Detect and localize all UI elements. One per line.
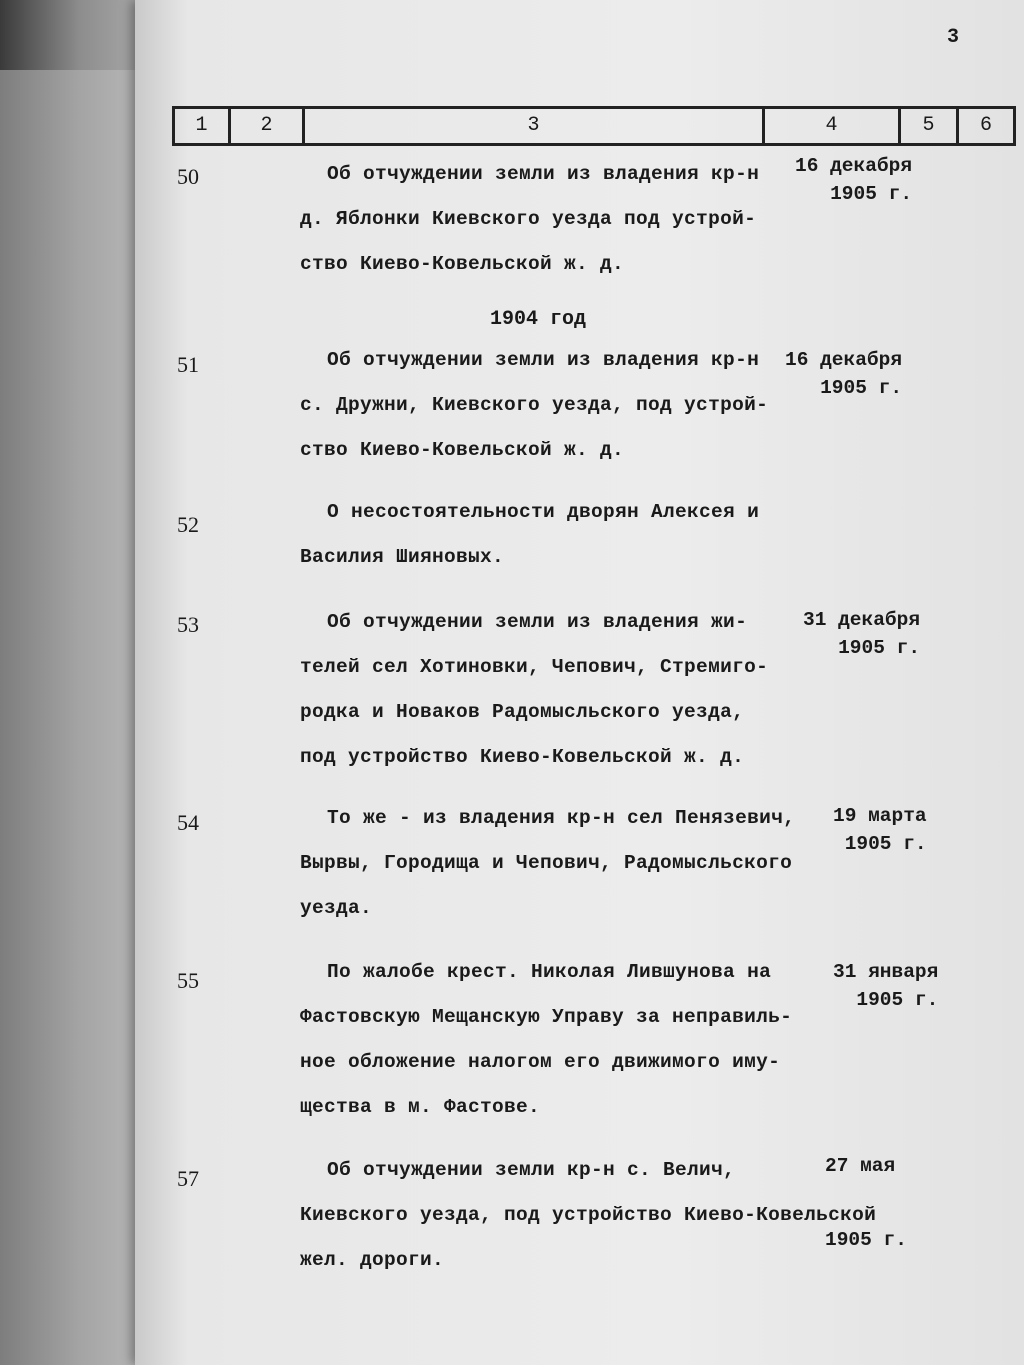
entry-line: Об отчуждении земли из владения жи- — [327, 611, 748, 633]
entry-number: 52 — [177, 512, 199, 537]
entry-text — [300, 600, 769, 780]
entry-number: 50 — [177, 164, 199, 189]
entry-number: 54 — [177, 810, 199, 835]
entry-line: Василия Шияновых. — [300, 546, 505, 568]
entry-text — [300, 950, 793, 1130]
entry-line: телей сел Хотиновки, Чепович, Стремиго- — [300, 656, 769, 678]
document-page — [135, 0, 1024, 1365]
column-header-2: 2 — [228, 109, 302, 143]
entry-date — [785, 346, 902, 402]
entry-date-day: 31 января — [833, 961, 939, 983]
entry-line: щества в м. Фастове. — [300, 1096, 541, 1118]
entry-line: Фастовскую Мещанскую Управу за неправиль- — [300, 1006, 793, 1028]
entry-date — [825, 1152, 907, 1254]
entry-number: 55 — [177, 968, 199, 993]
entry-date-day: 19 марта — [833, 805, 927, 827]
entry-date-day: 16 декабря — [795, 155, 913, 177]
entry-line: Киевского уезда, под устройство Киево-Ковельской — [300, 1204, 877, 1226]
entry-text — [300, 490, 760, 580]
entry-date — [795, 152, 912, 208]
year-heading: 1904 год — [490, 308, 587, 331]
entry-date-year: 1905 г. — [844, 833, 927, 855]
entry-date-day: 31 декабря — [803, 609, 921, 631]
entry-line: жел. дороги. — [300, 1249, 445, 1271]
entry-line: уезда. — [300, 897, 373, 919]
entry-line: Об отчуждении земли кр-н с. Велич, — [327, 1159, 736, 1181]
entry-line: родка и Новаков Радомысльского уезда, — [300, 701, 745, 723]
entry-line: По жалобе крест. Николая Лившунова на — [327, 961, 772, 983]
page-number: 3 — [947, 26, 960, 49]
entry-date — [803, 606, 920, 662]
column-header-6: 6 — [956, 109, 1016, 143]
entry-date-day: 16 декабря — [785, 349, 903, 371]
adjacent-page — [0, 70, 140, 1365]
entry-text — [300, 1148, 877, 1283]
column-header-5: 5 — [898, 109, 956, 143]
entry-line: Вырвы, Городища и Чепович, Радомысльского — [300, 852, 793, 874]
entry-line: Об отчуждении земли из владения кр-н — [327, 349, 760, 371]
entry-text — [300, 152, 760, 287]
entry-line: д. Яблонки Киевского уезда под устрой- — [300, 208, 757, 230]
entry-date — [833, 802, 927, 858]
entry-date — [833, 958, 938, 1014]
entry-text — [300, 338, 769, 473]
entry-line: под устройство Киево-Ковельской ж. д. — [300, 746, 745, 768]
entry-date-year: 1905 г. — [856, 989, 939, 1011]
entry-text — [300, 796, 796, 931]
column-header-1: 1 — [172, 109, 228, 143]
column-header-3: 3 — [302, 109, 762, 143]
entry-date-year: 1905 г. — [830, 183, 913, 205]
entry-date-day: 27 мая — [825, 1155, 896, 1177]
entry-date-year: 1905 г. — [838, 637, 921, 659]
entry-number: 53 — [177, 612, 199, 637]
entry-line: ное обложение налогом его движимого иму- — [300, 1051, 781, 1073]
entry-line: ство Киево-Ковельской ж. д. — [300, 253, 625, 275]
entry-line: То же - из владения кр-н сел Пенязевич, — [327, 807, 796, 829]
entry-line: с. Дружни, Киевского уезда, под устрой- — [300, 394, 769, 416]
entry-date-year: 1905 г. — [820, 377, 903, 399]
entry-line: Об отчуждении земли из владения кр-н — [327, 163, 760, 185]
column-header-4: 4 — [762, 109, 898, 143]
entry-line: ство Киево-Ковельской ж. д. — [300, 439, 625, 461]
entry-number: 51 — [177, 352, 199, 377]
entry-number: 57 — [177, 1166, 199, 1191]
entry-date-year: 1905 г. — [825, 1229, 907, 1251]
entry-line: О несостоятельности дворян Алексея и — [327, 501, 760, 523]
column-header-row — [172, 106, 1016, 146]
